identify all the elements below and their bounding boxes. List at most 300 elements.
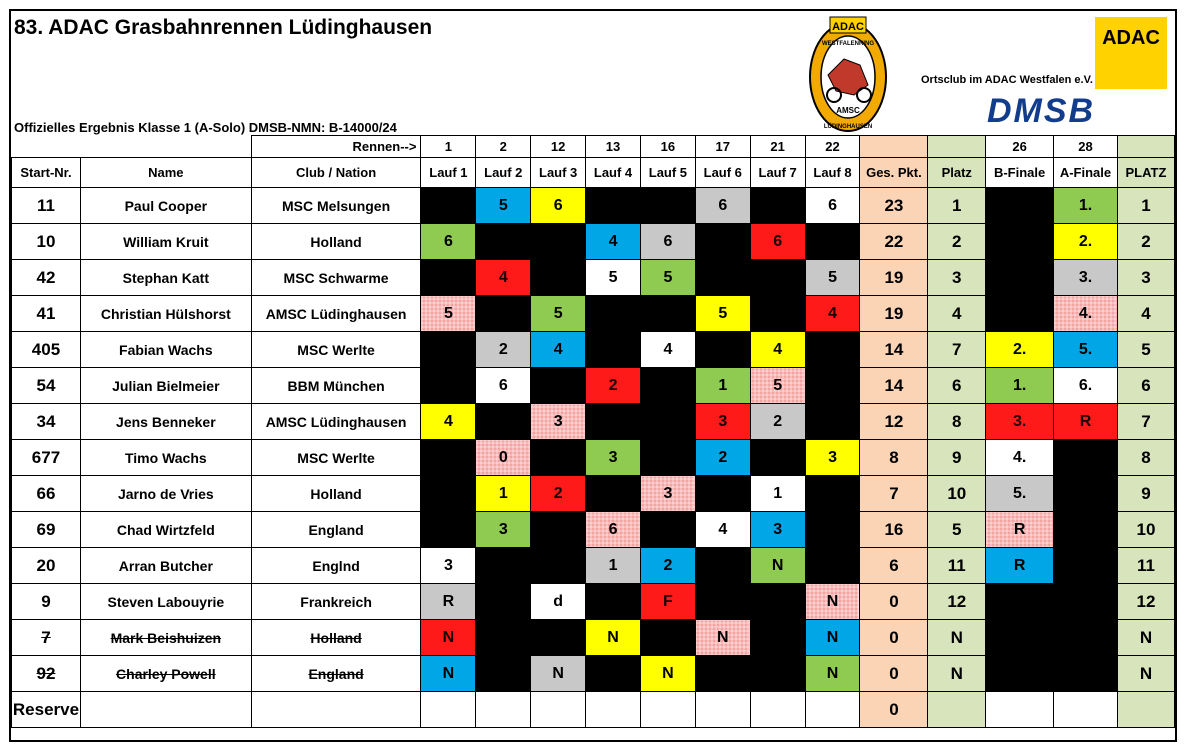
a-final-result	[1054, 692, 1118, 728]
heat-result	[421, 260, 476, 296]
b-final-result	[986, 224, 1054, 260]
amsc-westfalenring-logo	[808, 15, 888, 133]
heat-result	[531, 440, 586, 476]
column-header: Club / Nation	[251, 158, 421, 188]
heat-result	[640, 692, 695, 728]
total-points: 16	[860, 512, 928, 548]
ranking-place: 5	[928, 512, 986, 548]
start-number: 41	[12, 296, 81, 332]
dmsb-logo: DMSB	[987, 92, 1096, 130]
heat-result	[421, 188, 476, 224]
total-points: 8	[860, 440, 928, 476]
a-final-result	[1054, 512, 1118, 548]
heat-result	[476, 404, 531, 440]
a-final-result: 5.	[1054, 332, 1118, 368]
heat-result: 2	[586, 368, 641, 404]
heat-result: 2	[640, 548, 695, 584]
rennen-number: 1	[421, 136, 476, 158]
rider-row	[12, 260, 1175, 296]
total-points: 12	[860, 404, 928, 440]
total-points: 14	[860, 368, 928, 404]
ranking-place: 2	[928, 224, 986, 260]
heat-result	[750, 692, 805, 728]
rider-name: Jarno de Vries	[80, 476, 251, 512]
rider-club: MSC Schwarme	[251, 260, 421, 296]
heat-result: 4	[421, 404, 476, 440]
start-number: 92	[12, 656, 81, 692]
heat-result	[640, 512, 695, 548]
ranking-place: 6	[928, 368, 986, 404]
rennen-number: 13	[586, 136, 641, 158]
heat-result: 2	[476, 332, 531, 368]
heat-result: 1	[476, 476, 531, 512]
rennen-number: 28	[1054, 136, 1118, 158]
total-points: 0	[860, 692, 928, 728]
column-header: Start-Nr.	[12, 158, 81, 188]
b-final-result: 5.	[986, 476, 1054, 512]
heat-result: 1	[750, 476, 805, 512]
heat-result	[695, 584, 750, 620]
heat-result: N	[805, 656, 860, 692]
heat-result: 6	[750, 224, 805, 260]
heat-result	[750, 260, 805, 296]
rider-club: Holland	[251, 224, 421, 260]
rennen-number	[928, 136, 986, 158]
heat-result: N	[531, 656, 586, 692]
heat-result	[805, 548, 860, 584]
heat-result	[805, 332, 860, 368]
heat-result: 5	[421, 296, 476, 332]
rider-row	[12, 188, 1175, 224]
a-final-result	[1054, 584, 1118, 620]
final-place: 11	[1117, 548, 1174, 584]
heat-result	[586, 692, 641, 728]
results-table	[11, 135, 1175, 728]
heat-result	[531, 512, 586, 548]
rider-name: Paul Cooper	[80, 188, 251, 224]
heat-result	[695, 332, 750, 368]
heat-result: 5	[476, 188, 531, 224]
rennen-number	[1117, 136, 1174, 158]
heat-result: 4	[640, 332, 695, 368]
start-number: 20	[12, 548, 81, 584]
total-points: 19	[860, 296, 928, 332]
heat-result: N	[586, 620, 641, 656]
rider-row	[12, 548, 1175, 584]
rider-club: Holland	[251, 620, 421, 656]
heat-result	[640, 296, 695, 332]
rider-club: BBM München	[251, 368, 421, 404]
rider-name: Stephan Katt	[80, 260, 251, 296]
rider-club: AMSC Lüdinghausen	[251, 404, 421, 440]
heat-result	[421, 440, 476, 476]
rennen-number: 26	[986, 136, 1054, 158]
heat-result	[750, 440, 805, 476]
svg-text:WESTFALENRING: WESTFALENRING	[822, 41, 874, 47]
ranking-place: 10	[928, 476, 986, 512]
heat-result	[421, 476, 476, 512]
start-number: 9	[12, 584, 81, 620]
heat-result	[750, 656, 805, 692]
rider-name: William Kruit	[80, 224, 251, 260]
heat-result: 2	[750, 404, 805, 440]
start-number: 10	[12, 224, 81, 260]
rider-row	[12, 512, 1175, 548]
ranking-place: 7	[928, 332, 986, 368]
svg-text:ADAC: ADAC	[832, 21, 864, 33]
a-final-result	[1054, 548, 1118, 584]
final-place: 12	[1117, 584, 1174, 620]
b-final-result	[986, 692, 1054, 728]
heat-result: 2	[531, 476, 586, 512]
heat-result	[750, 620, 805, 656]
a-final-result	[1054, 476, 1118, 512]
b-final-result: 4.	[986, 440, 1054, 476]
heat-result	[586, 584, 641, 620]
heat-result: 0	[476, 440, 531, 476]
heat-result	[531, 620, 586, 656]
final-place: N	[1117, 656, 1174, 692]
rider-club: MSC Werlte	[251, 332, 421, 368]
total-points: 6	[860, 548, 928, 584]
rider-row	[12, 404, 1175, 440]
heat-result: d	[531, 584, 586, 620]
ranking-place: 9	[928, 440, 986, 476]
rider-club: MSC Melsungen	[251, 188, 421, 224]
rider-club: England	[251, 512, 421, 548]
heat-result: 4	[476, 260, 531, 296]
a-final-result	[1054, 620, 1118, 656]
b-final-result	[986, 188, 1054, 224]
heat-result	[805, 404, 860, 440]
rider-row	[12, 476, 1175, 512]
final-place: 1	[1117, 188, 1174, 224]
rider-name: Christian Hülshorst	[80, 296, 251, 332]
heat-result: N	[421, 656, 476, 692]
b-final-result: 1.	[986, 368, 1054, 404]
column-header: Lauf 1	[421, 158, 476, 188]
rennen-number: 22	[805, 136, 860, 158]
heat-result: 5	[531, 296, 586, 332]
heat-result	[476, 584, 531, 620]
heat-result	[586, 188, 641, 224]
b-final-result: 3.	[986, 404, 1054, 440]
heat-result: F	[640, 584, 695, 620]
heat-result	[695, 656, 750, 692]
column-header: Ges. Pkt.	[860, 158, 928, 188]
heat-result: N	[805, 584, 860, 620]
heat-result: 5	[750, 368, 805, 404]
final-place: 9	[1117, 476, 1174, 512]
rider-row	[12, 332, 1175, 368]
heat-result	[476, 620, 531, 656]
start-number: 66	[12, 476, 81, 512]
heat-result	[586, 656, 641, 692]
heat-result: R	[421, 584, 476, 620]
heat-result: 3	[805, 440, 860, 476]
heat-result: N	[421, 620, 476, 656]
final-place: N	[1117, 620, 1174, 656]
rennen-number: 2	[476, 136, 531, 158]
final-place: 3	[1117, 260, 1174, 296]
start-number: 69	[12, 512, 81, 548]
total-points: 19	[860, 260, 928, 296]
rider-name: Timo Wachs	[80, 440, 251, 476]
reserve-row	[12, 692, 1175, 728]
b-final-result	[986, 584, 1054, 620]
a-final-result	[1054, 440, 1118, 476]
final-place: 7	[1117, 404, 1174, 440]
b-final-result	[986, 260, 1054, 296]
heat-result	[531, 692, 586, 728]
adac-logo: ADAC	[1095, 17, 1167, 89]
a-final-result: 3.	[1054, 260, 1118, 296]
a-final-result: 1.	[1054, 188, 1118, 224]
a-final-result	[1054, 656, 1118, 692]
start-number: 405	[12, 332, 81, 368]
rider-name: Julian Bielmeier	[80, 368, 251, 404]
column-header: Lauf 4	[586, 158, 641, 188]
heat-result: N	[640, 656, 695, 692]
rennen-number: 21	[750, 136, 805, 158]
a-final-result: 6.	[1054, 368, 1118, 404]
rennen-number	[860, 136, 928, 158]
heat-result: N	[695, 620, 750, 656]
rennen-number: 16	[640, 136, 695, 158]
rider-row	[12, 656, 1175, 692]
heat-result: 3	[750, 512, 805, 548]
heat-result: 6	[695, 188, 750, 224]
rider-club: MSC Werlte	[251, 440, 421, 476]
rider-name: Chad Wirtzfeld	[80, 512, 251, 548]
ranking-place: 1	[928, 188, 986, 224]
heat-result	[805, 512, 860, 548]
column-header: Platz	[928, 158, 986, 188]
rider-club: Englnd	[251, 548, 421, 584]
heat-result: 6	[476, 368, 531, 404]
heat-result	[586, 332, 641, 368]
column-header: B-Finale	[986, 158, 1054, 188]
heat-result: 4	[695, 512, 750, 548]
heat-result	[421, 332, 476, 368]
rider-row	[12, 368, 1175, 404]
column-header: Lauf 3	[531, 158, 586, 188]
ortsclub-text: Ortsclub im ADAC Westfalen e.V.	[921, 74, 1093, 86]
heat-result: 4	[531, 332, 586, 368]
heat-result: 5	[640, 260, 695, 296]
final-place: 8	[1117, 440, 1174, 476]
column-header: A-Finale	[1054, 158, 1118, 188]
heat-result	[640, 620, 695, 656]
heat-result	[586, 296, 641, 332]
blank-cell	[12, 136, 252, 158]
heat-result: 3	[586, 440, 641, 476]
heat-result	[531, 224, 586, 260]
start-number: 34	[12, 404, 81, 440]
rider-name: Mark Beishuizen	[80, 620, 251, 656]
heat-result	[531, 368, 586, 404]
ranking-place: N	[928, 620, 986, 656]
column-header: Lauf 5	[640, 158, 695, 188]
final-place: 2	[1117, 224, 1174, 260]
b-final-result	[986, 296, 1054, 332]
start-number: 42	[12, 260, 81, 296]
result-sheet	[9, 9, 1177, 742]
heat-result	[695, 476, 750, 512]
heat-result	[476, 548, 531, 584]
rennen-number: 17	[695, 136, 750, 158]
heat-result: 3	[421, 548, 476, 584]
final-place: 6	[1117, 368, 1174, 404]
b-final-result	[986, 620, 1054, 656]
heat-result	[695, 260, 750, 296]
rennen-number: 12	[531, 136, 586, 158]
heat-result	[586, 476, 641, 512]
total-points: 0	[860, 620, 928, 656]
rider-name: Jens Benneker	[80, 404, 251, 440]
heat-result	[805, 476, 860, 512]
b-final-result: 2.	[986, 332, 1054, 368]
start-number: 7	[12, 620, 81, 656]
heat-result: 5	[586, 260, 641, 296]
heat-result: 3	[476, 512, 531, 548]
heat-result	[805, 368, 860, 404]
start-number: Reserve	[12, 692, 81, 728]
heat-result	[476, 224, 531, 260]
rider-club: AMSC Lüdinghausen	[251, 296, 421, 332]
heat-result: 6	[805, 188, 860, 224]
total-points: 22	[860, 224, 928, 260]
svg-text:LÜDINGHAUSEN: LÜDINGHAUSEN	[823, 124, 873, 130]
column-header: Lauf 7	[750, 158, 805, 188]
header-row	[12, 158, 1175, 188]
heat-result	[750, 188, 805, 224]
heat-result	[586, 404, 641, 440]
column-header: Lauf 2	[476, 158, 531, 188]
heat-result	[750, 296, 805, 332]
b-final-result	[986, 656, 1054, 692]
heat-result: 6	[586, 512, 641, 548]
b-final-result: R	[986, 512, 1054, 548]
heat-result	[640, 404, 695, 440]
rider-club: Holland	[251, 476, 421, 512]
heat-result: 3	[531, 404, 586, 440]
rider-name: Charley Powell	[80, 656, 251, 692]
heat-result: 2	[695, 440, 750, 476]
heat-result	[476, 692, 531, 728]
a-final-result: 2.	[1054, 224, 1118, 260]
total-points: 23	[860, 188, 928, 224]
ranking-place	[928, 692, 986, 728]
rider-row	[12, 224, 1175, 260]
rider-name: Arran Butcher	[80, 548, 251, 584]
heat-result	[695, 548, 750, 584]
heat-result	[421, 512, 476, 548]
total-points: 0	[860, 656, 928, 692]
ranking-place: 12	[928, 584, 986, 620]
sheet-header	[11, 11, 1175, 135]
rider-row	[12, 440, 1175, 476]
svg-text:AMSC: AMSC	[836, 106, 860, 115]
a-final-result: 4.	[1054, 296, 1118, 332]
heat-result	[805, 224, 860, 260]
heat-result	[476, 656, 531, 692]
heat-result: 4	[805, 296, 860, 332]
column-header: Name	[80, 158, 251, 188]
heat-result	[640, 188, 695, 224]
total-points: 7	[860, 476, 928, 512]
heat-result: 3	[640, 476, 695, 512]
heat-result	[421, 368, 476, 404]
total-points: 0	[860, 584, 928, 620]
heat-result: 3	[695, 404, 750, 440]
ranking-place: 11	[928, 548, 986, 584]
heat-result: 6	[640, 224, 695, 260]
rider-name: Steven Labouyrie	[80, 584, 251, 620]
ranking-place: 8	[928, 404, 986, 440]
heat-result: N	[805, 620, 860, 656]
ranking-place: N	[928, 656, 986, 692]
final-place: 5	[1117, 332, 1174, 368]
rider-club: England	[251, 656, 421, 692]
heat-result: 4	[586, 224, 641, 260]
heat-result	[640, 368, 695, 404]
rider-club: Frankreich	[251, 584, 421, 620]
heat-result: 1	[586, 548, 641, 584]
heat-result	[421, 692, 476, 728]
rider-row	[12, 620, 1175, 656]
heat-result: 5	[695, 296, 750, 332]
rennen-row	[12, 136, 1175, 158]
start-number: 54	[12, 368, 81, 404]
heat-result: 1	[695, 368, 750, 404]
final-place: 4	[1117, 296, 1174, 332]
heat-result	[750, 584, 805, 620]
rider-name: Fabian Wachs	[80, 332, 251, 368]
heat-result	[695, 224, 750, 260]
heat-result: 6	[531, 188, 586, 224]
heat-result	[640, 440, 695, 476]
start-number: 11	[12, 188, 81, 224]
heat-result	[805, 692, 860, 728]
a-final-result: R	[1054, 404, 1118, 440]
rennen-label: Rennen-->	[251, 136, 421, 158]
final-place: 10	[1117, 512, 1174, 548]
page-title: 83. ADAC Grasbahnrennen Lüdinghausen	[14, 16, 433, 39]
final-place	[1117, 692, 1174, 728]
b-final-result: R	[986, 548, 1054, 584]
column-header: PLATZ	[1117, 158, 1174, 188]
result-subtitle: Offizielles Ergebnis Klasse 1 (A-Solo) DMSB-NMN: B-14000/24	[14, 120, 397, 135]
heat-result: 5	[805, 260, 860, 296]
rider-name	[80, 692, 251, 728]
heat-result: 6	[421, 224, 476, 260]
column-header: Lauf 6	[695, 158, 750, 188]
heat-result	[476, 296, 531, 332]
ranking-place: 3	[928, 260, 986, 296]
heat-result	[695, 692, 750, 728]
heat-result	[531, 260, 586, 296]
heat-result: 4	[750, 332, 805, 368]
heat-result: N	[750, 548, 805, 584]
column-header: Lauf 8	[805, 158, 860, 188]
rider-row	[12, 584, 1175, 620]
rider-club	[251, 692, 421, 728]
heat-result	[531, 548, 586, 584]
ranking-place: 4	[928, 296, 986, 332]
rider-row	[12, 296, 1175, 332]
start-number: 677	[12, 440, 81, 476]
